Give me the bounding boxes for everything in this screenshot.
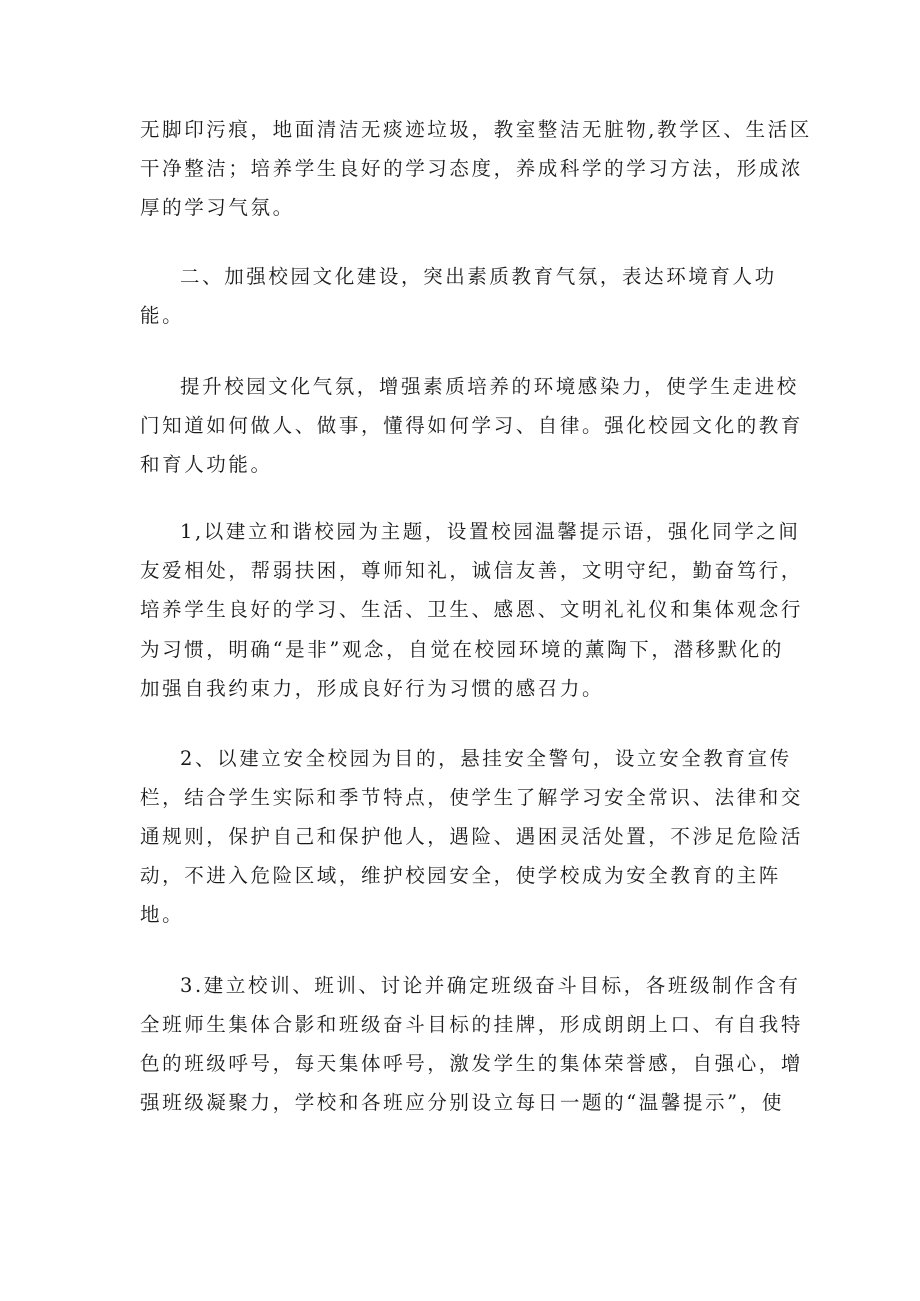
text-line: 地。 [140,903,185,926]
text-line: 通规则，保护自己和保护他人，遇险、遇困灵活处置，不涉足危险活 [140,825,804,848]
text-line: 门知道如何做人、做事，懂得如何学习、自律。强化校园文化的教育 [140,414,804,437]
text-line: 强班级凝聚力，学校和各班应分别设立每日一题的“温馨提示”，使 [140,1091,784,1114]
text-line: 2、以建立安全校园为目的，悬挂安全警句，设立安全教育宣传 [180,747,792,770]
text-line: 为习惯，明确“是非”观念，自觉在校园环境的薰陶下，潜移默化的 [140,638,784,661]
section-heading-cont: 能。 [140,304,185,327]
text-line: 加强自我约束力，形成良好行为习惯的感召力。 [140,677,605,700]
text-line: 动，不进入危险区域，维护校园安全，使学校成为安全教育的主阵 [140,864,781,887]
text-line: 和育人功能。 [140,453,273,476]
text-line: 提升校园文化气氛，增强素质培养的环境感染力，使学生走进校 [180,375,799,398]
text-line: 栏，结合学生实际和季节特点，使学生了解学习安全常识、法律和交 [140,786,804,809]
text-line: 无脚印污痕，地面清洁无痰迹垃圾，教室整洁无脏物,教学区、生活区 [140,118,812,141]
text-line: 3.建立校训、班训、讨论并确定班级奋斗目标，各班级制作含有 [180,974,801,997]
text-line: 全班师生集体合影和班级奋斗目标的挂牌，形成朗朗上口、有自我特 [140,1013,804,1036]
text-line: 友爱相处，帮弱扶困，尊师知礼，诚信友善，文明守纪，勤奋笃行， [140,559,804,582]
section-heading: 二、加强校园文化建设，突出素质教育气氛，表达环境育人功 [180,265,777,288]
text-line: 色的班级呼号，每天集体呼号，激发学生的集体荣誉感，自强心，增 [140,1052,804,1075]
text-line: 厚的学习气氛。 [140,196,295,219]
text-line: 1,以建立和谐校园为主题，设置校园温馨提示语，强化同学之间 [180,520,801,543]
text-line: 干净整洁；培养学生良好的学习态度，养成科学的学习方法，形成浓 [140,157,804,180]
text-line: 培养学生良好的学习、生活、卫生、感恩、文明礼礼仪和集体观念行 [140,598,804,621]
